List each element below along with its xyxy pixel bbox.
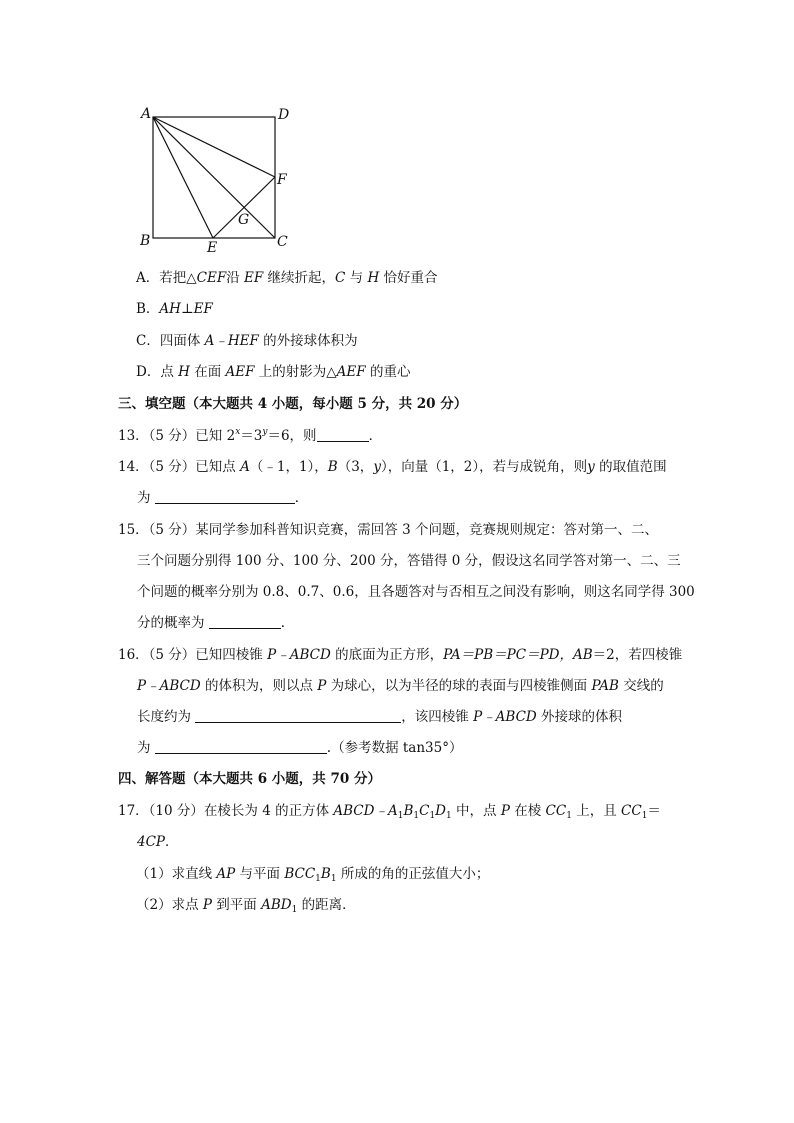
diagonal-ac [153,117,275,238]
section-3-title: 三、填空题（本大题共 4 小题，每小题 5 分，共 20 分） [118,396,468,412]
question-17: 17．（10 分）在棱长为 4 的正方体 $ABCD﹣A_1B_1C_1D_1$ 中，点 P 在棱 $CC_1$ 上，且 $CC_1=$ [118,803,661,821]
answer-blank[interactable] [317,427,369,442]
option-c: C．四面体 A﹣HEF 的外接球体积为 [136,333,358,349]
answer-blank[interactable] [155,489,295,504]
option-b: B．AH⊥EF [136,301,213,317]
label-e: E [207,240,218,256]
label-g: G [238,212,250,228]
question-17-line-2: 4CP． [137,834,179,850]
question-15: 15．（5 分）某同学参加科普知识竞赛，需回答 3 个问题，竞赛规则规定：答对第一、二、 [118,522,658,538]
label-c: C [277,234,288,250]
question-14: 14．（5 分）已知点 A（﹣1，1），B（3，y），向量（1，2），若与成锐角，则y 的取值范围 [118,459,667,475]
section-4-title: 四、解答题（本大题共 6 小题，共 70 分） [118,771,381,787]
square-figure [136,100,296,260]
question-14-line-2: 为 ． [137,490,309,506]
label-d: D [278,107,290,123]
segment-af [153,117,275,177]
question-16: 16．（5 分）已知四棱锥 P﹣ABCD 的底面为正方形，PA＝PB＝PC＝PD，AB＝2，若四棱锥 [118,647,683,663]
question-16-line-2: P﹣ABCD 的体积为，则以点 P 为球心，以为半径的球的表面与四棱锥侧面 PAB 交线的 [137,678,664,694]
question-15-line-2: 三个问题分别得 100 分、100 分、200 分，答错得 0 分，假设这名同学答对第一、二、三 [137,553,681,569]
label-b: B [140,233,151,249]
label-a: A [141,106,152,122]
label-f: F [277,172,287,188]
question-15-line-3: 个问题的概率分别为 0.8、0.7、0.6，且各题答对与否相互之间没有影响，则这名同学得 300 [137,584,695,600]
answer-blank[interactable] [155,739,327,754]
question-13: 13．（5 分）已知 $2^x=3^y=6$，则 ． [118,427,383,444]
option-a: A．若把△CEF沿 EF 继续折起，C 与 H 恰好重合 [136,270,438,286]
question-16-line-3: 长度约为 ，该四棱锥 P﹣ABCD 外接球的体积 [137,709,623,725]
question-16-line-4: 为 .（参考数据 tan35°） [137,740,463,756]
question-17-part-1: （1）求直线 AP 与平面 $BCC_1B_1$ 所成的角的正弦值大小； [136,866,490,884]
segment-ae [153,117,213,238]
question-17-part-2: （2）求点 P 到平面 $ABD_1$ 的距离． [136,897,356,915]
answer-blank[interactable] [195,708,401,723]
answer-blank[interactable] [209,614,281,629]
option-d: D．点 H 在面 AEF 上的射影为△AEF 的重心 [136,364,411,380]
question-15-line-4: 分的概率为 ． [137,615,295,631]
